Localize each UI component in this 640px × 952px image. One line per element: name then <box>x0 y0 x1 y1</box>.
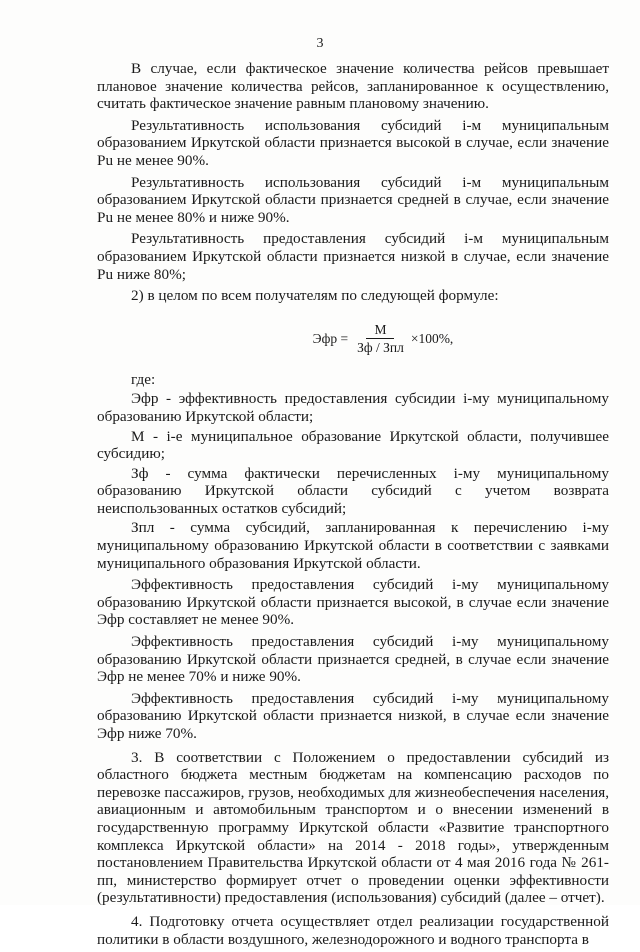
definition-efr: Эфр - эффективность предоставления субсидии i-му муниципальному образованию Иркутской области; <box>97 390 609 425</box>
paragraph-efficiency-medium: Эффективность предоставления субсидий i-му муниципальному образованию Иркутской области признается средней, в случае если значение Эфр не менее 70% и ниже 90%. <box>97 633 609 686</box>
formula-rhs: ×100%, <box>410 330 454 346</box>
definition-zpl: Зпл - сумма субсидий, запланированная к перечислению i-му муниципальному образованию Иркутской области в соответствии с заявками муниципального образования Иркутской области. <box>97 519 609 572</box>
definition-zf: Зф - сумма фактически перечисленных i-му муниципальному образованию Иркутской области субсидий с учетом возврата неиспользованных остатков субсидий; <box>97 464 609 517</box>
paragraph-formula-intro: 2) в целом по всем получателям по следующей формуле: <box>131 287 499 305</box>
efficiency-formula <box>157 319 609 359</box>
formula-lhs: Эфр = <box>312 330 349 346</box>
definition-m: M - i-е муниципальное образование Иркутской области, получившее субсидию; <box>97 427 609 463</box>
paragraph-clause-4: 4. Подготовку отчета осуществляет отдел реализации государственной политики в области воздушного, железнодорожного и водного транспорта в <box>97 912 609 948</box>
paragraph-result-medium: Результативность использования субсидий i-м муниципальным образованием Иркутской области признается средней в случае, если значение Pu не менее 80% и ниже 90%. <box>97 173 609 226</box>
formula-numerator: M <box>366 322 394 339</box>
paragraph-flights-rule: В случае, если фактическое значение количества рейсов превышает плановое значение количества рейсов, запланированное к осуществлению, считать фактическое значение равным плановому значению. <box>97 60 609 113</box>
paragraph-efficiency-low: Эффективность предоставления субсидий i-му муниципальному образованию Иркутской области признается низкой, в случае если значение Эфр ниже 70%. <box>97 689 609 742</box>
page-number: 3 <box>316 36 324 51</box>
where-label: где: <box>131 370 156 388</box>
document-body <box>97 60 609 952</box>
formula-denominator: Зф / Зпл <box>357 340 404 356</box>
paragraph-efficiency-high: Эффективность предоставления субсидий i-му муниципальному образованию Иркутской области признается высокой, в случае если значение Эфр составляет не менее 90%. <box>97 576 609 629</box>
paragraph-result-high: Результативность использования субсидий i-м муниципальным образованием Иркутской области признается высокой в случае, если значение Pu не менее 90%. <box>97 116 609 169</box>
formula-fraction <box>353 322 408 355</box>
paragraph-clause-3: 3. В соответствии с Положением о предоставлении субсидий из областного бюджета местным бюджетам на компенсацию расходов по перевозке пассажиров, грузов, необходимых для жизнеобеспечения населения, авиационным и автомобильным транспортом и о внесении изменений в государственную программу Иркутской области «Развитие транспортного комплекса Иркутской области» на 2014 - 2018 годы», утвержденным постановлением Правительства Иркутской области от 4 мая 2016 года № 261-пп, министерство формирует отчет о проведении оценки эффективности (результативности) предоставления (использования) субсидий (далее – отчет). <box>97 748 609 907</box>
paragraph-result-low: Результативность предоставления субсидий i-м муниципальным образованием Иркутской области признается низкой в случае, если значение Pu ниже 80%; <box>97 230 609 283</box>
